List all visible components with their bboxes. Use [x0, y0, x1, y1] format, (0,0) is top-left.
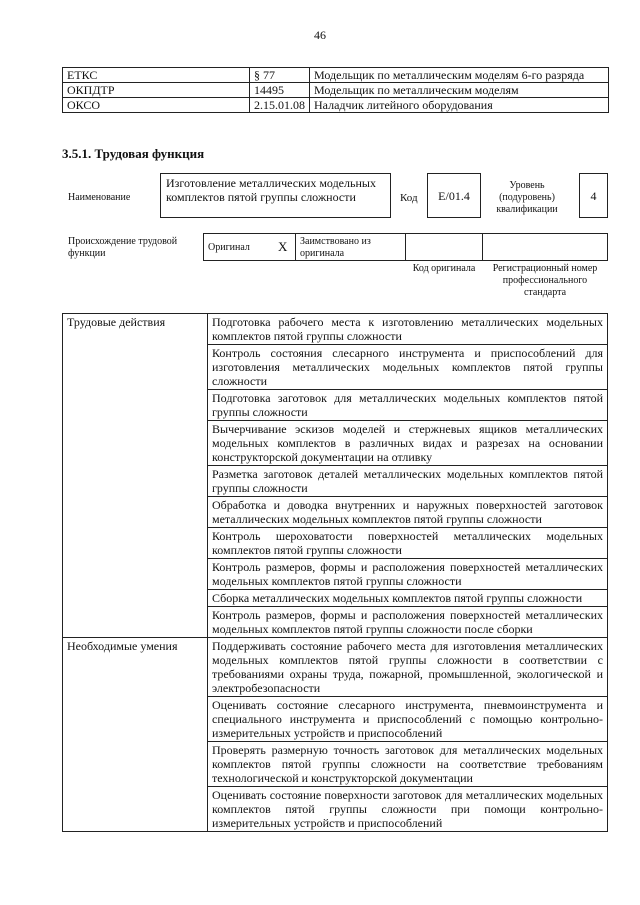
- labor-actions-item: Контроль состояния слесарного инструмента и приспособлений для изготовления металлических модельных комплектов пятой группы сложности: [208, 345, 608, 390]
- classifier-row: [63, 98, 609, 113]
- original-label: Оригинал: [208, 242, 250, 253]
- page-number: 46: [314, 28, 326, 42]
- classifier-doc: ОКПДТР: [63, 83, 250, 98]
- classifier-name: Модельщик по металлическим моделям 6-го разряда: [310, 68, 609, 83]
- level-box: [579, 173, 608, 218]
- classifier-code: 14495: [250, 83, 310, 98]
- labor-actions-item: Подготовка рабочего места к изготовлению металлических модельных комплектов пятой группы сложности: [208, 314, 608, 345]
- labor-actions-label: Трудовые действия: [63, 314, 208, 638]
- reg-number-caption: Регистрационный номер профессионального стандарта: [492, 263, 598, 298]
- labor-actions-item: Сборка металлических модельных комплектов пятой группы сложности: [208, 590, 608, 607]
- labor-actions-item: Обработка и доводка внутренних и наружных поверхностей заготовок металлических модельных комплектов пятой группы сложности: [208, 497, 608, 528]
- required-skills-row: [63, 638, 608, 697]
- classifier-table: [62, 67, 609, 113]
- required-skills-item: Оценивать состояние слесарного инструмента, пневмоинструмента и специального инструмента и приспособлений с помощью контрольно-измерительных устройств и приспособлений: [208, 697, 608, 742]
- level-label: Уровень (подуровень) квалификации: [496, 180, 558, 215]
- required-skills-item: Поддерживать состояние рабочего места для изготовления металлических модельных комплектов пятой группы сложности в соответствии с требованиями охраны труда, пожарной, промышленной, экологической и электробезопасности: [208, 638, 608, 697]
- borrowed-label: Заимствовано из оригинала: [300, 236, 371, 259]
- original-mark: X: [278, 239, 288, 254]
- labor-actions-item: Контроль размеров, формы и расположения поверхностей металлических модельных комплектов пятой группы сложности после сборки: [208, 607, 608, 638]
- code-value: E/01.4: [438, 189, 470, 203]
- borrowed-cell: [295, 233, 406, 261]
- origin-label: Происхождение трудовой функции: [68, 236, 178, 259]
- code-label: Код: [400, 192, 418, 204]
- classifier-row: [63, 68, 609, 83]
- classifier-code: 2.15.01.08: [250, 98, 310, 113]
- labor-actions-item: Разметка заготовок деталей металлических модельных комплектов пятой группы сложности: [208, 466, 608, 497]
- orig-code-caption: Код оригинала: [412, 263, 476, 274]
- labor-actions-row: [63, 314, 608, 345]
- required-skills-item: Проверять размерную точность заготовок для металлических модельных комплектов пятой группы сложности на соответствие требованиям технологической и конструкторской документации: [208, 742, 608, 787]
- labor-actions-item: Вычерчивание эскизов моделей и стержневых ящиков металлических модельных комплектов в различных видах и разрезах на основании конструкторской документации на отливку: [208, 421, 608, 466]
- required-skills-item: Оценивать состояние поверхности заготовок для металлических модельных комплектов пятой группы сложности при помощи контрольно-измерительных устройств и приспособлений: [208, 787, 608, 832]
- reg-number-cell: [482, 233, 608, 261]
- function-details-table: [62, 313, 608, 832]
- classifier-row: [63, 83, 609, 98]
- classifier-name: Модельщик по металлическим моделям: [310, 83, 609, 98]
- labor-actions-item: Контроль шероховатости поверхностей металлических модельных комплектов пятой группы сложности: [208, 528, 608, 559]
- labor-actions-item: Подготовка заготовок для металлических модельных комплектов пятой группы сложности: [208, 390, 608, 421]
- required-skills-label: Необходимые умения: [63, 638, 208, 832]
- orig-code-cell: [405, 233, 483, 261]
- classifier-name: Наладчик литейного оборудования: [310, 98, 609, 113]
- level-value: 4: [590, 189, 597, 203]
- original-cell: [203, 233, 296, 261]
- classifier-code: § 77: [250, 68, 310, 83]
- name-label: Наименование: [68, 192, 131, 203]
- labor-actions-item: Контроль размеров, формы и расположения поверхностей металлических модельных комплектов пятой группы сложности: [208, 559, 608, 590]
- classifier-doc: ОКСО: [63, 98, 250, 113]
- section-title: 3.5.1. Трудовая функция: [62, 146, 205, 161]
- function-name-box: [160, 173, 391, 218]
- function-name-value: Изготовление металлических модельных комплектов пятой группы сложности: [166, 176, 376, 204]
- code-box: [427, 173, 481, 218]
- classifier-doc: ЕТКС: [63, 68, 250, 83]
